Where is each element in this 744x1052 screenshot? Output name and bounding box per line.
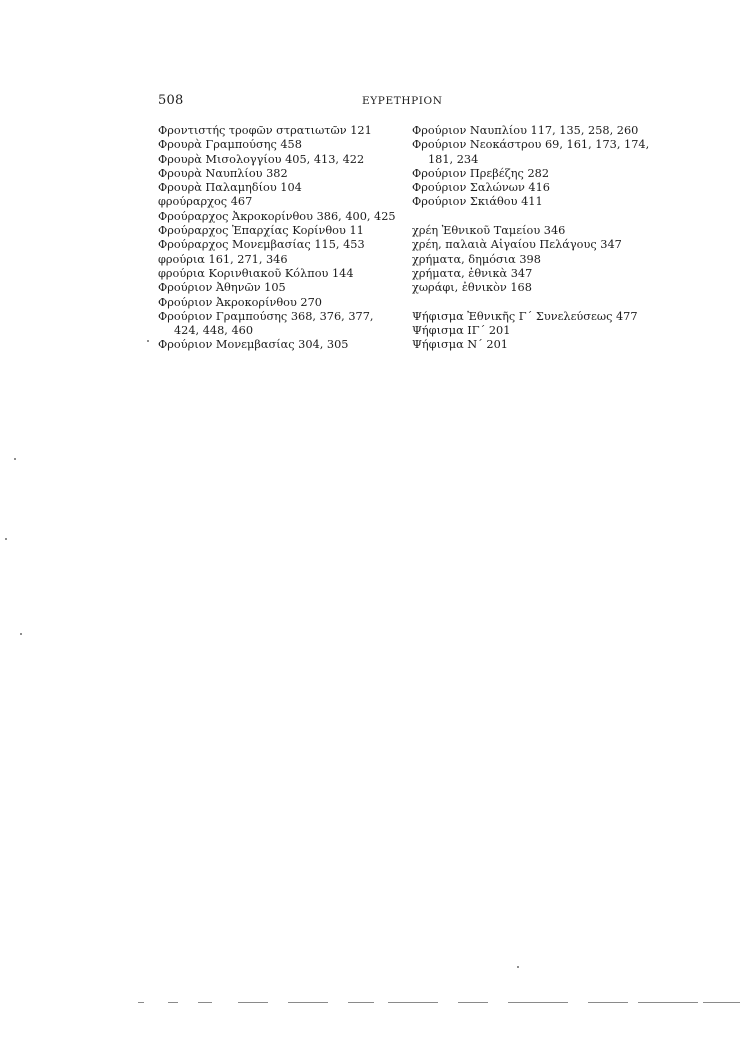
scan-edge-segment xyxy=(198,1002,212,1003)
index-entry: 424, 448, 460 xyxy=(174,324,254,338)
index-entry: χρέη, παλαιὰ Αἰγαίου Πελάγους 347 xyxy=(412,238,622,252)
index-column-right xyxy=(412,124,652,353)
index-entry: Φρούραρχος Ἀκροκορίνθου 386, 400, 425 xyxy=(158,209,396,223)
index-entry: χρήματα, ἐθνικὰ 347 xyxy=(412,266,533,280)
scan-speck xyxy=(517,966,519,968)
scan-speck xyxy=(14,458,16,460)
scan-edge-segment xyxy=(508,1002,568,1003)
scan-edge-segment xyxy=(638,1002,698,1003)
index-entry: χρήματα, δημόσια 398 xyxy=(412,252,541,266)
scan-edge-line xyxy=(138,1002,740,1004)
index-entry: Φρούριον Μονεμβασίας 304, 305 xyxy=(158,338,349,352)
scan-speck xyxy=(5,538,7,540)
index-entry: Φρουρὰ Μισολογγίου 405, 413, 422 xyxy=(158,152,365,166)
index-entry: χρέη Ἐθνικοῦ Ταμείου 346 xyxy=(412,224,566,238)
index-entry: Ψήφισμα Ν΄ 201 xyxy=(412,338,508,352)
index-entry: φρούραρχος 467 xyxy=(158,195,253,209)
index-entry: Φρούριον Γραμπούσης 368, 376, 377, xyxy=(158,309,374,323)
index-entry: Φρούριον Σκιάθου 411 xyxy=(412,195,543,209)
index-column-left xyxy=(158,124,398,353)
scan-edge-segment xyxy=(588,1002,628,1003)
index-entry: Φρούριον Σαλώνων 416 xyxy=(412,181,550,195)
scan-edge-segment xyxy=(288,1002,328,1003)
index-entry: Φρούραρχος Ἐπαρχίας Κορίνθου 11 xyxy=(158,224,364,238)
index-entry: Φροντιστής τροφῶν στρατιωτῶν 121 xyxy=(158,124,372,137)
index-entry: Φρούραρχος Μονεμβασίας 115, 453 xyxy=(158,238,365,252)
index-entry: Φρούριον Νεοκάστρου 69, 161, 173, 174, xyxy=(412,138,650,152)
scan-edge-segment xyxy=(238,1002,268,1003)
scan-edge-segment xyxy=(168,1002,178,1003)
index-entry: χωράφι, ἐθνικὸν 168 xyxy=(412,281,532,295)
page-number: 508 xyxy=(158,93,184,108)
index-entry: Φρουρὰ Γραμπούσης 458 xyxy=(158,138,302,152)
index-entry: Ψήφισμα Ἐθνικῆς Γ΄ Συνελεύσεως 477 xyxy=(412,309,638,323)
index-entry: Ψήφισμα ΙΓ΄ 201 xyxy=(412,324,511,338)
scan-speck xyxy=(20,633,22,635)
scan-edge-segment xyxy=(138,1002,144,1003)
index-entry: φρούρια 161, 271, 346 xyxy=(158,252,288,266)
running-head: ΕΥΡΕΤΗΡΙΟΝ xyxy=(362,95,443,107)
index-entry: Φρουρὰ Ναυπλίου 382 xyxy=(158,166,288,180)
scan-edge-segment xyxy=(703,1002,740,1003)
index-entry: 181, 234 xyxy=(428,152,479,166)
index-entry: Φρούριον Πρεβέζης 282 xyxy=(412,166,550,180)
scan-edge-segment xyxy=(388,1002,438,1003)
index-entry: Φρούριον Ναυπλίου 117, 135, 258, 260 xyxy=(412,124,639,137)
scan-edge-segment xyxy=(348,1002,374,1003)
scan-speck xyxy=(147,340,149,342)
index-entry: Φρούριον Ἀθηνῶν 105 xyxy=(158,281,286,295)
scan-edge-segment xyxy=(458,1002,488,1003)
index-entry: Φρούριον Ἀκροκορίνθου 270 xyxy=(158,295,322,309)
index-entry: φρούρια Κορινθιακοῦ Κόλπου 144 xyxy=(158,266,354,280)
index-entry: Φρουρὰ Παλαμηδίου 104 xyxy=(158,181,302,195)
